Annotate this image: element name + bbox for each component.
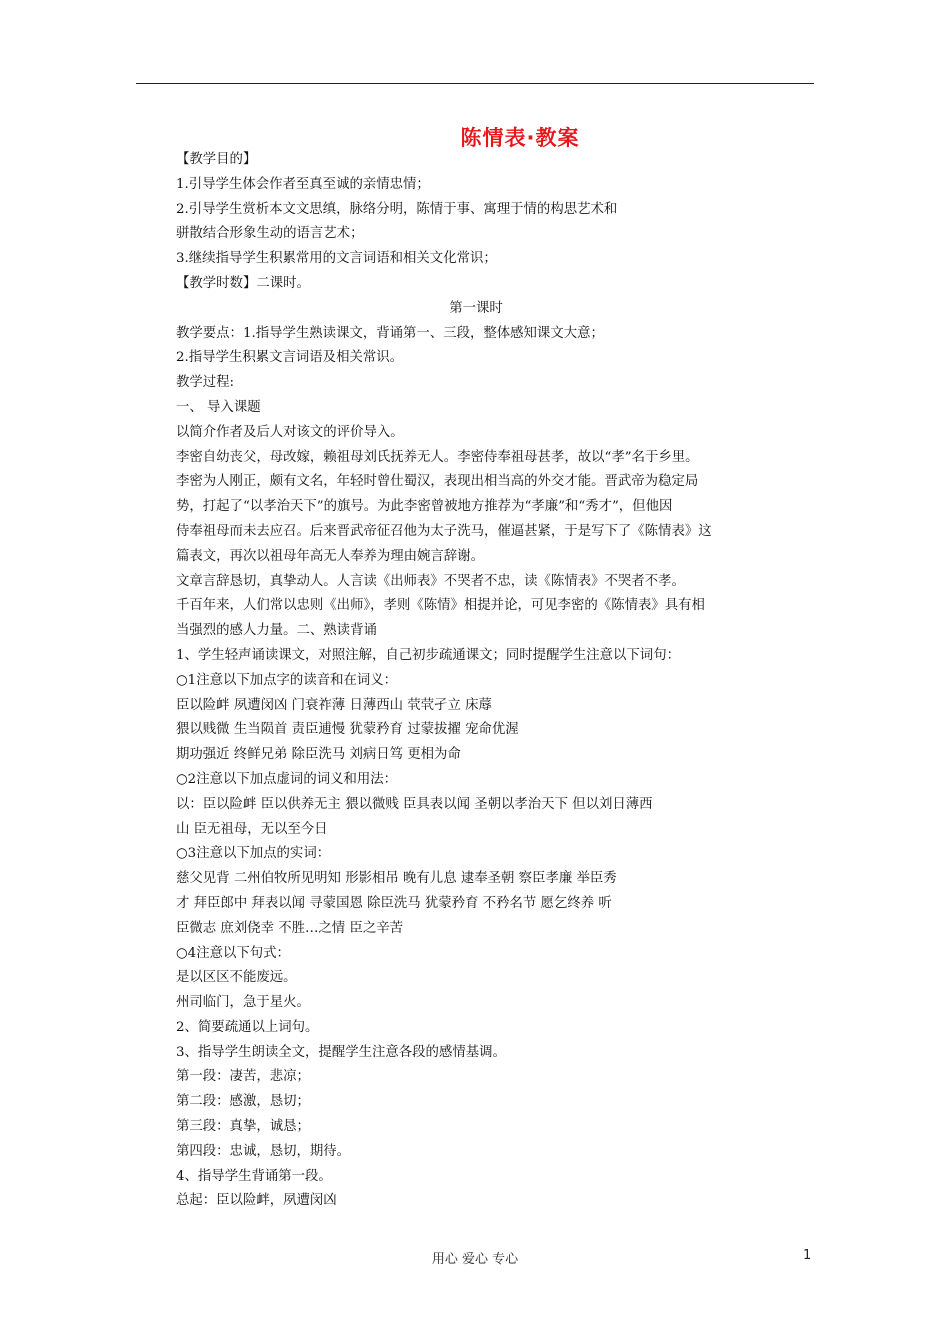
text-line: 以简介作者及后人对该文的评价导入。	[176, 424, 404, 440]
text-line: 篇表文，再次以祖母年高无人奉养为理由婉言辞谢。	[176, 548, 484, 564]
text-line: 2、简要疏通以上词句。	[176, 1019, 319, 1035]
text-line: 3、指导学生朗读全文，提醒学生注意各段的感情基调。	[176, 1044, 506, 1060]
page-footer: 用心 爱心 专心	[431, 1252, 519, 1267]
text-line: 慈父见背 二州伯牧所见明知 形影相吊 晚有儿息 逮奉圣朝 察臣孝廉 举臣秀	[176, 871, 617, 887]
text-line: ○4注意以下句式：	[176, 945, 290, 961]
text-line: 1.引导学生体会作者至真至诚的亲情忠情；	[176, 176, 430, 192]
page-number: 1	[803, 1248, 812, 1263]
text-line: 总起：臣以险衅，夙遭闵凶	[176, 1193, 337, 1209]
text-line: 臣微志 庶刘侥幸 不胜…之情 臣之辛苦	[176, 920, 404, 936]
text-line: ○1注意以下加点字的读音和在词义：	[176, 672, 398, 688]
text-line: ○2注意以下加点虚词的词义和用法：	[176, 771, 398, 787]
text-line: 山 臣无祖母，无以至今日	[176, 821, 328, 837]
text-line: 是以区区不能废远。	[176, 970, 297, 986]
text-line: 2.指导学生积累文言词语及相关常识。	[176, 350, 404, 366]
text-line: 第三段：真挚，诚恳；	[176, 1119, 310, 1135]
text-line: 李密为人刚正，颇有文名，年轻时曾仕蜀汉，表现出相当高的外交才能。晋武帝为稳定局	[176, 474, 699, 490]
text-line: 教学过程:	[176, 375, 235, 391]
text-line: 教学要点：1.指导学生熟读课文，背诵第一、三段，整体感知课文大意；	[176, 325, 604, 341]
text-line: 骈散结合形象生动的语言艺术；	[176, 226, 364, 242]
text-line: 一、 导入课题	[176, 399, 261, 415]
text-line: 【教学时数】二课时。	[176, 275, 310, 291]
text-line: 臣以险衅 夙遭闵凶 门衰祚薄 日薄西山 茕茕孑立 床蓐	[176, 697, 492, 713]
text-line: 4、指导学生背诵第一段。	[176, 1168, 332, 1184]
text-line: 文章言辞恳切，真挚动人。人言读《出师表》不哭者不忠，读《陈情表》不哭者不孝。	[176, 573, 685, 589]
text-line: 势，打起了“以孝治天下”的旗号。为此李密曾被地方推荐为“孝廉”和“秀才”，但他因	[176, 499, 673, 515]
header-rule	[136, 83, 814, 84]
text-line: 州司临门，急于星火。	[176, 995, 310, 1011]
text-line: 【教学目的】	[176, 152, 257, 167]
text-line: 才 拜臣郎中 拜表以闻 寻蒙国恩 除臣洗马 犹蒙矜育 不矜名节 愿乞终养 听	[176, 895, 612, 911]
text-line: 1、学生轻声诵读课文，对照注解，自己初步疏通课文；同时提醒学生注意以下词句：	[176, 647, 680, 663]
text-line: 期功强近 终鲜兄弟 除臣洗马 刘病日笃 更相为命	[176, 747, 461, 763]
text-line: 2.引导学生赏析本文文思缜，脉络分明，陈情于事、寓理于情的构思艺术和	[176, 201, 618, 217]
text-line: 3.继续指导学生积累常用的文言词语和相关文化常识；	[176, 251, 497, 267]
text-line: 第四段：忠诚，恳切，期待。	[176, 1143, 351, 1159]
text-line: 李密自幼丧父，母改嫁，赖祖母刘氏抚养无人。李密侍奉祖母甚孝，故以“孝”名于乡里。	[176, 449, 699, 465]
document-title: 陈情表·教案	[460, 126, 580, 150]
text-line: 第二段：感激，恳切；	[176, 1094, 310, 1110]
text-line: 千百年来，人们常以忠则《出师》，孝则《陈情》相提并论，可见李密的《陈情表》具有相	[176, 598, 705, 614]
text-line: ○3注意以下加点的实词：	[176, 846, 331, 862]
text-line: 第一课时	[449, 300, 503, 316]
text-line: 侍奉祖母而未去应召。后来晋武帝征召他为太子洗马，催逼甚紧，于是写下了《陈情表》这	[176, 523, 712, 539]
text-line: 猥以贱微 生当陨首 责臣逋慢 犹蒙矜育 过蒙拔擢 宠命优渥	[176, 722, 519, 738]
text-line: 第一段：凄苦，悲凉；	[176, 1069, 310, 1085]
document-body	[176, 148, 776, 1214]
text-line: 当强烈的感人力量。二、熟读背诵	[176, 623, 377, 639]
text-line: 以：臣以险衅 臣以供养无主 猥以微贱 臣具表以闻 圣朝以孝治天下 但以刘日薄西	[176, 796, 653, 812]
